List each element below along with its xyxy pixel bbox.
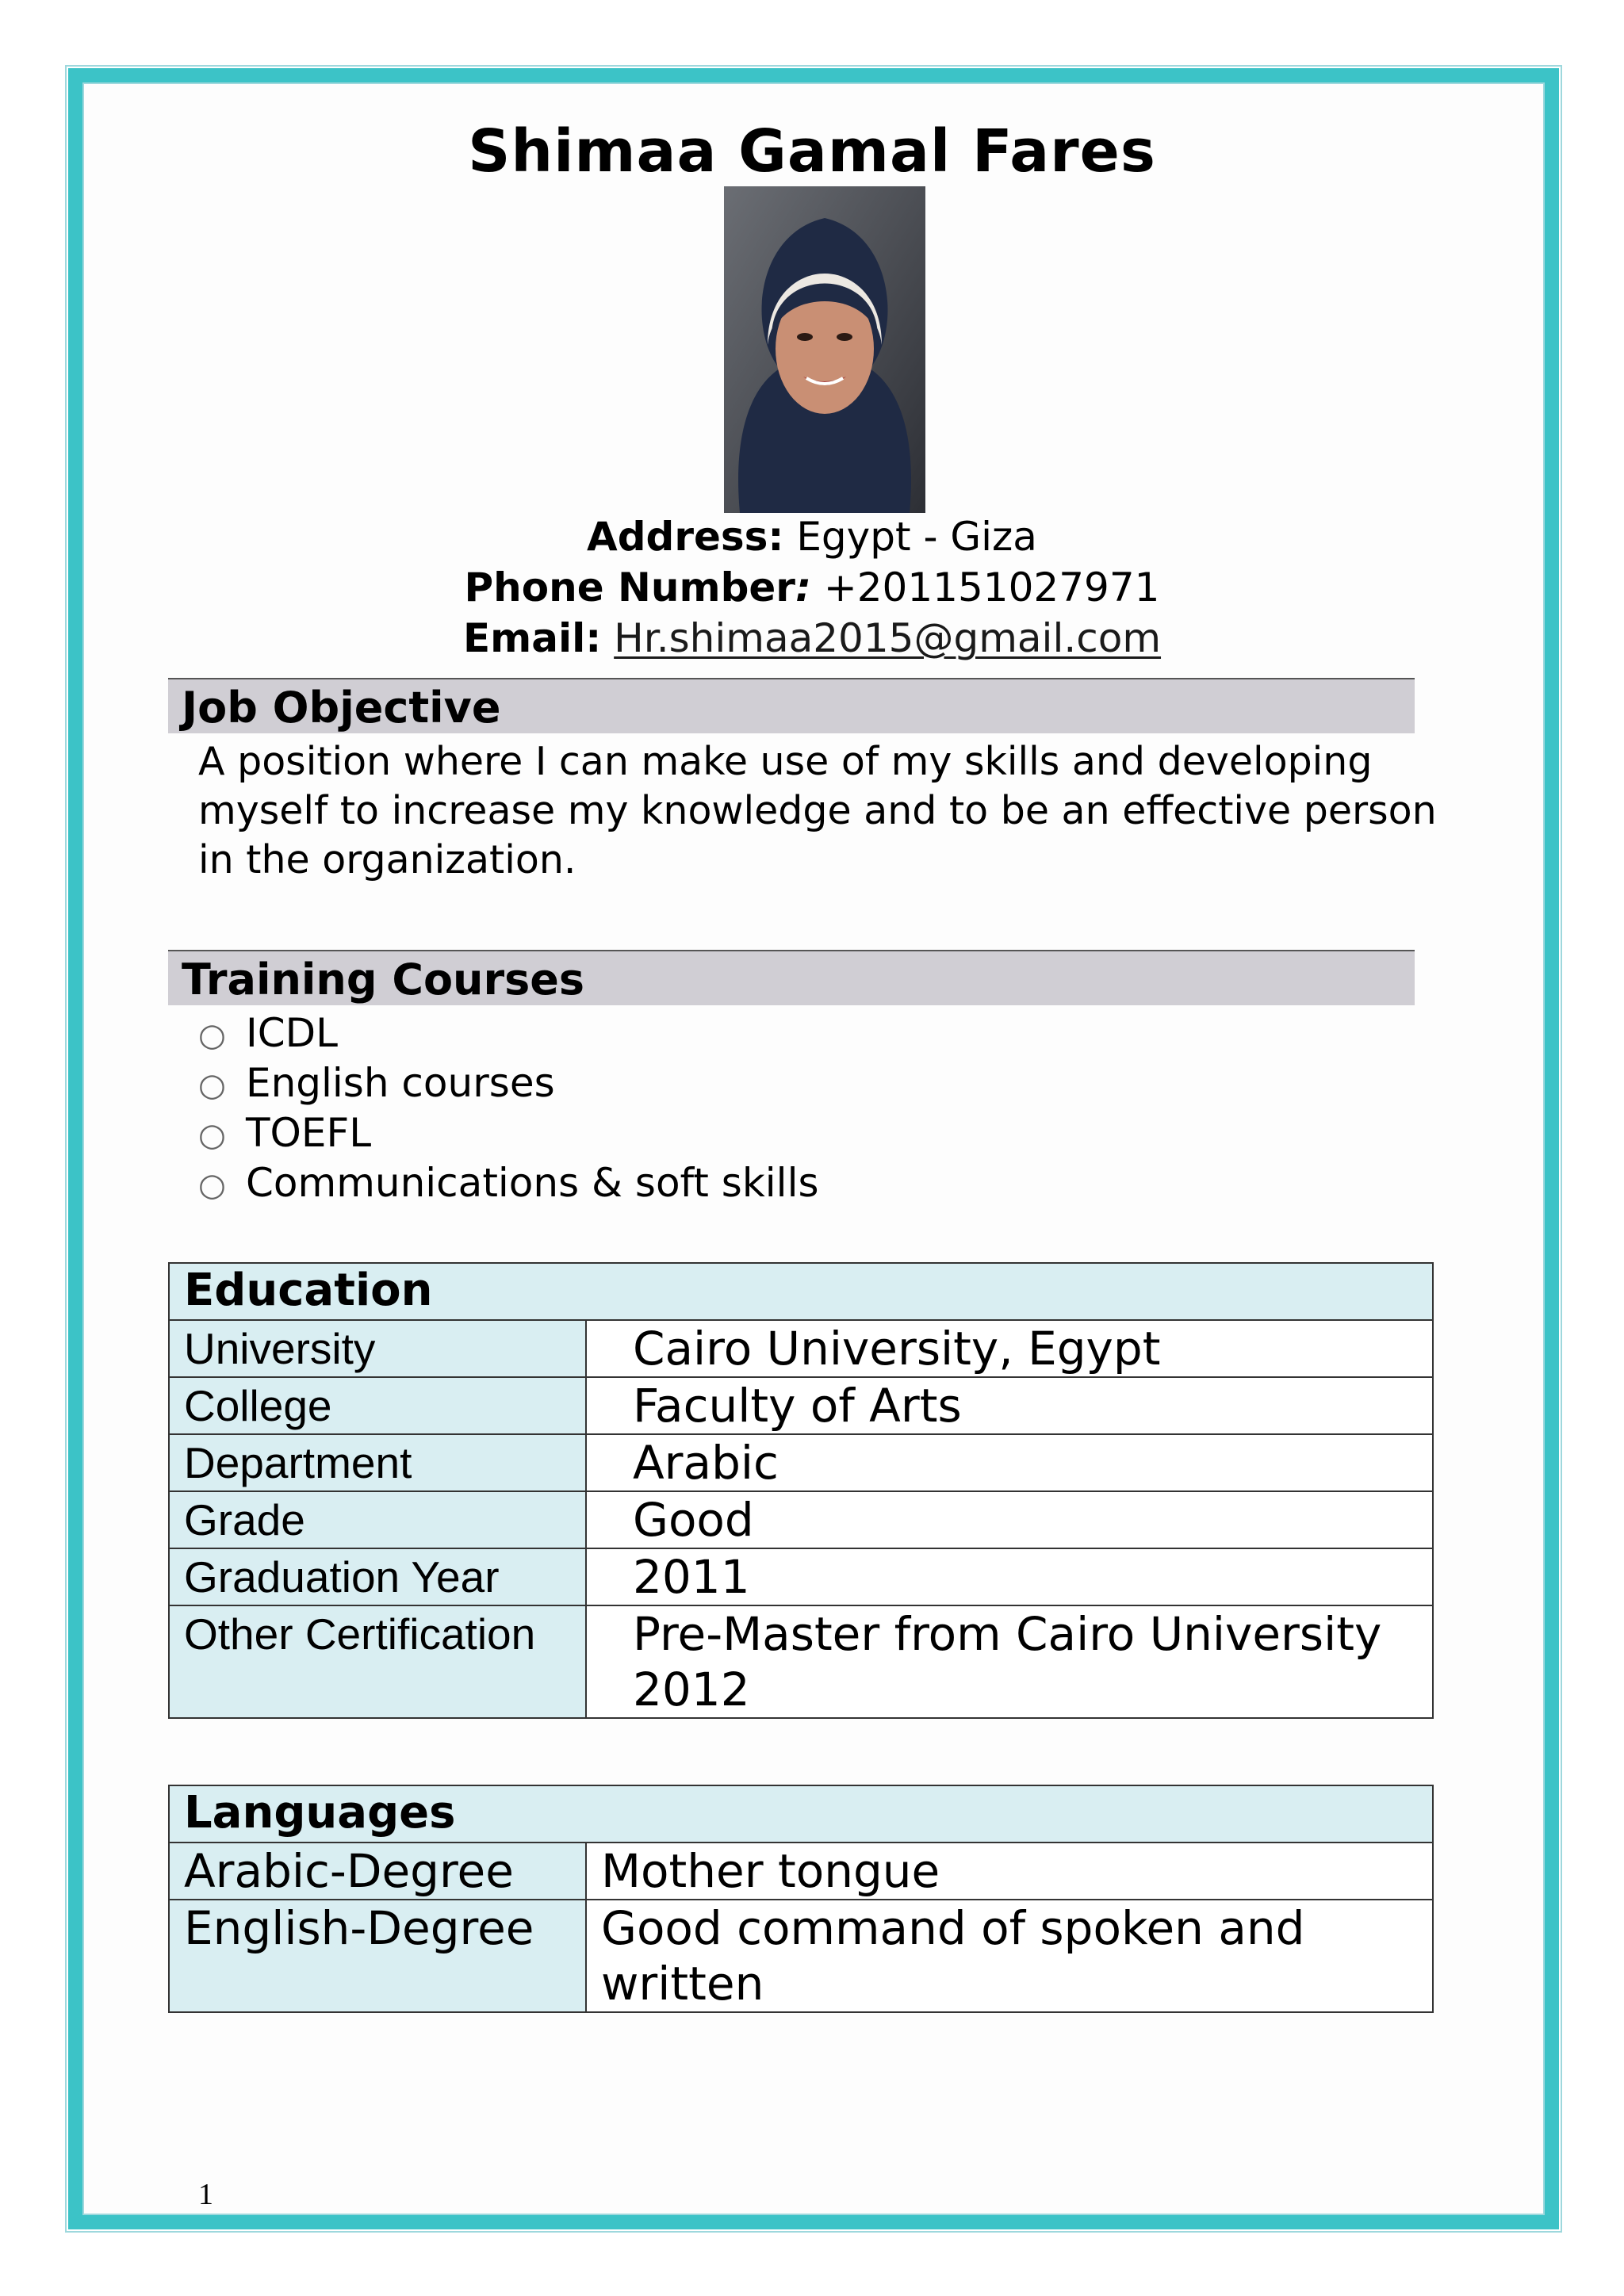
education-value: 2011 [586,1548,1433,1605]
profile-photo [724,186,925,513]
candidate-name: Shimaa Gamal Fares [468,117,1156,186]
table-row [169,1320,1433,1377]
phone-value: +201151027971 [823,564,1160,610]
page-number: 1 [198,2178,213,2211]
job-objective-text: A position where I can make use of my skills and developing myself to increase my knowledge and to be an effective person in the organization. [198,739,1437,882]
address-value: Egypt - Giza [796,514,1037,560]
email-line [0,615,1624,661]
training-courses-list [198,1008,819,1208]
table-row [169,1843,1433,1900]
table-row [169,1434,1433,1491]
phone-colon: : [795,564,811,610]
education-label: Grade [169,1491,586,1548]
list-item: ○ English courses [198,1058,819,1108]
education-value: Pre-Master from Cairo University 2012 [586,1605,1433,1718]
education-value: Faculty of Arts [586,1377,1433,1434]
education-heading: Education [169,1263,1433,1320]
training-courses-heading: Training Courses [168,950,1415,1005]
languages-table [168,1785,1434,2013]
list-item: ○ ICDL [198,1008,819,1058]
languages-heading: Languages [169,1785,1433,1843]
education-value: Cairo University, Egypt [586,1320,1433,1377]
language-value: Good command of spoken and written [586,1900,1433,2012]
job-objective-heading: Job Objective [168,678,1415,733]
language-label: English-Degree [169,1900,586,2012]
list-item: ○ TOEFL [198,1108,819,1158]
circle-bullet-icon: ○ [198,1017,226,1054]
address-line [0,514,1624,560]
table-row [169,1548,1433,1605]
education-value: Good [586,1491,1433,1548]
table-row [169,1605,1433,1718]
education-label: Department [169,1434,586,1491]
table-row [169,1900,1433,2012]
education-table [168,1262,1434,1719]
email-link[interactable]: Hr.shimaa2015@gmail.com [614,615,1162,661]
circle-bullet-icon: ○ [198,1167,226,1203]
education-label: Graduation Year [169,1548,586,1605]
language-label: Arabic-Degree [169,1843,586,1900]
education-value: Arabic [586,1434,1433,1491]
education-label: University [169,1320,586,1377]
table-row [169,1491,1433,1548]
table-row [169,1377,1433,1434]
education-label: College [169,1377,586,1434]
circle-bullet-icon: ○ [198,1117,226,1154]
address-label: Address: [587,514,784,560]
email-label: Email: [462,615,602,661]
language-value: Mother tongue [586,1843,1433,1900]
education-label: Other Certification [169,1605,586,1718]
list-item: ○ Communications & soft skills [198,1158,819,1208]
phone-line [0,564,1624,610]
circle-bullet-icon: ○ [198,1067,226,1104]
phone-label: Phone Number [464,564,795,610]
